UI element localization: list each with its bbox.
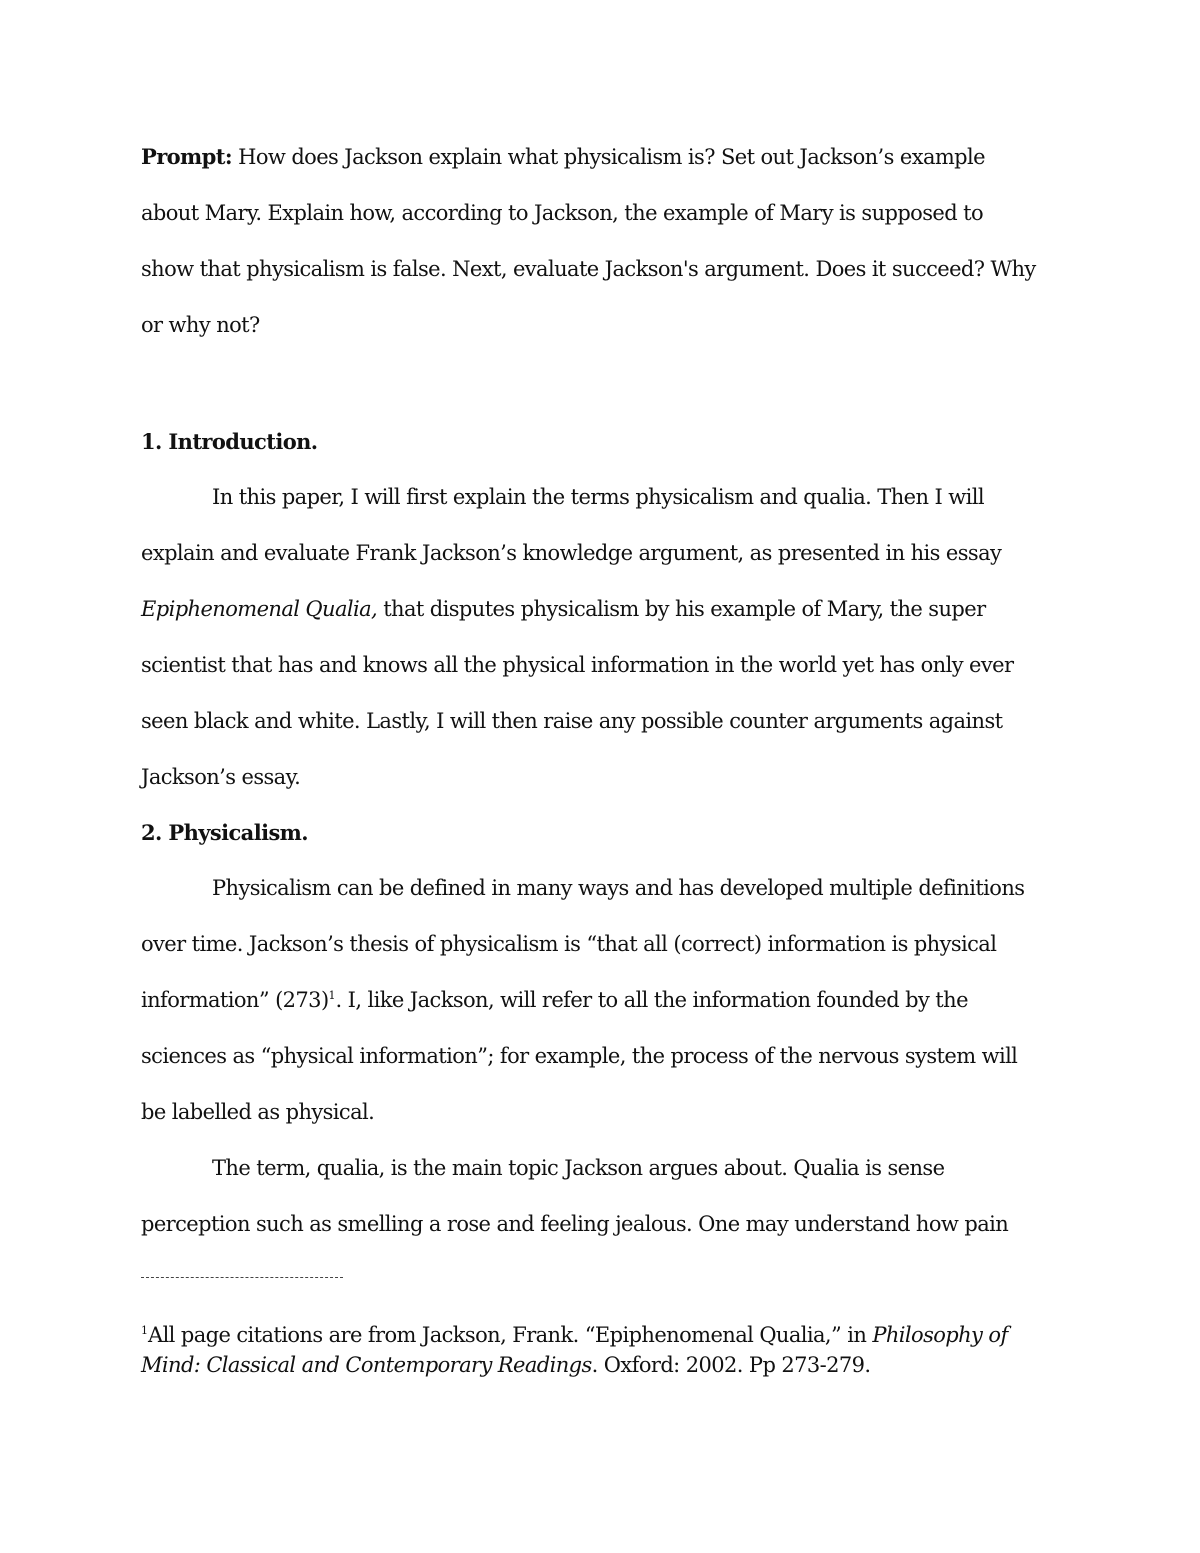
footnote-line-2 [141, 1352, 871, 1378]
prompt-label: Prompt: [141, 144, 233, 169]
phys-line-3 [141, 987, 968, 1017]
essay-title: Epiphenomenal Qualia, [141, 597, 378, 621]
phys-line-4: sciences as “physical information”; for example, the process of the nervous system will [141, 1044, 1018, 1068]
footnote-marker: 1 [141, 1324, 148, 1337]
book-title-part-2: Mind: Classical and Contemporary Readings [141, 1353, 592, 1377]
footnote-line-1 [141, 1322, 1008, 1352]
section-heading-physicalism: 2. Physicalism. [141, 820, 308, 845]
intro-line-3-text: that disputes physicalism by his example of Mary, the super [377, 597, 986, 621]
section-heading-introduction: 1. Introduction. [141, 429, 318, 454]
footnote-text-a: All page citations are from Jackson, Frank. “Epiphenomenal Qualia,” in [148, 1323, 873, 1347]
phys-line-5: be labelled as physical. [141, 1100, 375, 1124]
phys-line-1: Physicalism can be defined in many ways and has developed multiple definitions [212, 876, 1025, 900]
phys-line-3-b: . I, like Jackson, will refer to all the information founded by the [335, 988, 968, 1012]
intro-line-2: explain and evaluate Frank Jackson’s knowledge argument, as presented in his essay [141, 541, 1002, 565]
footnote-separator [141, 1277, 343, 1278]
intro-line-3 [141, 596, 986, 622]
footnote-text-b: . Oxford: 2002. Pp 273-279. [591, 1353, 871, 1377]
prompt-line-4: or why not? [141, 313, 260, 337]
prompt-line-1 [141, 144, 985, 170]
intro-line-4: scientist that has and knows all the physical information in the world yet has only ever [141, 653, 1014, 677]
book-title-part-1: Philosophy of [872, 1323, 1008, 1347]
prompt-line-2: about Mary. Explain how, according to Jackson, the example of Mary is supposed to [141, 201, 984, 225]
phys-line-2: over time. Jackson’s thesis of physicalism is “that all (correct) information is physical [141, 932, 997, 956]
intro-line-6: Jackson’s essay. [141, 765, 301, 789]
phys-line-7: perception such as smelling a rose and feeling jealous. One may understand how pain [141, 1212, 1009, 1236]
phys-line-6: The term, qualia, is the main topic Jackson argues about. Qualia is sense [212, 1156, 945, 1180]
intro-line-1: In this paper, I will first explain the terms physicalism and qualia. Then I will [212, 485, 984, 509]
phys-line-3-a: information” (273) [141, 988, 329, 1012]
intro-line-5: seen black and white. Lastly, I will then raise any possible counter arguments against [141, 709, 1003, 733]
footnote-reference[interactable]: 1 [328, 989, 336, 1002]
prompt-line-3: show that physicalism is false. Next, evaluate Jackson's argument. Does it succeed? Why [141, 257, 1036, 281]
prompt-text: How does Jackson explain what physicalism is? Set out Jackson’s example [238, 145, 985, 169]
